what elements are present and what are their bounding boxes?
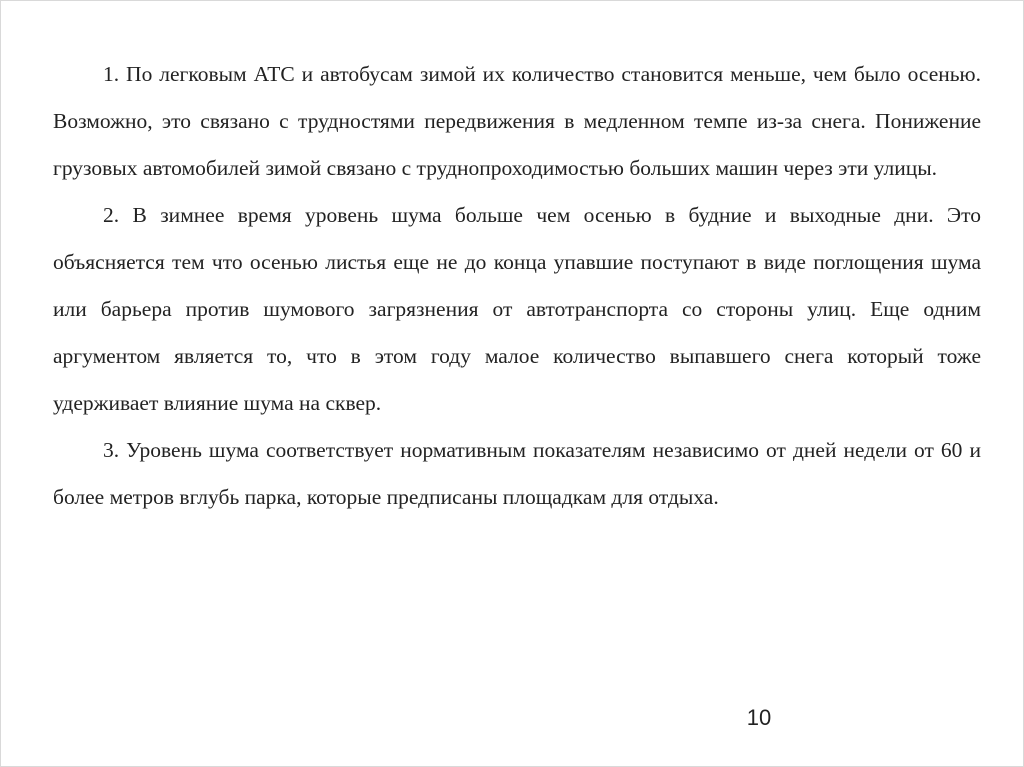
page-number: 10 — [746, 705, 772, 730]
paragraph-3: 3. Уровень шума соответствует нормативным показателям независимо от дней недели от 60 и более метров вглубь парка, которые предписаны площадкам для отдыха. — [53, 438, 981, 509]
paragraph-2: 2. В зимнее время уровень шума больше чем осенью в будние и выходные дни. Это объясняется тем что осенью листья еще не до конца упавшие поступают в виде поглощения шума или барьера против шумового загрязнения от автотранспорта со стороны улиц. Еще одним аргументом является то, что в этом году малое количество выпавшего снега который тоже удерживает влияние шума на сквер. — [53, 203, 981, 415]
slide-body-text — [53, 51, 981, 521]
paragraph-1: 1. По легковым АТС и автобусам зимой их количество становится меньше, чем было осенью. Возможно, это связано с трудностями передвижения в медленном темпе из-за снега. Понижение грузовых автомобилей зимой связано с труднопроходимостью больших машин через эти улицы. — [53, 62, 981, 180]
